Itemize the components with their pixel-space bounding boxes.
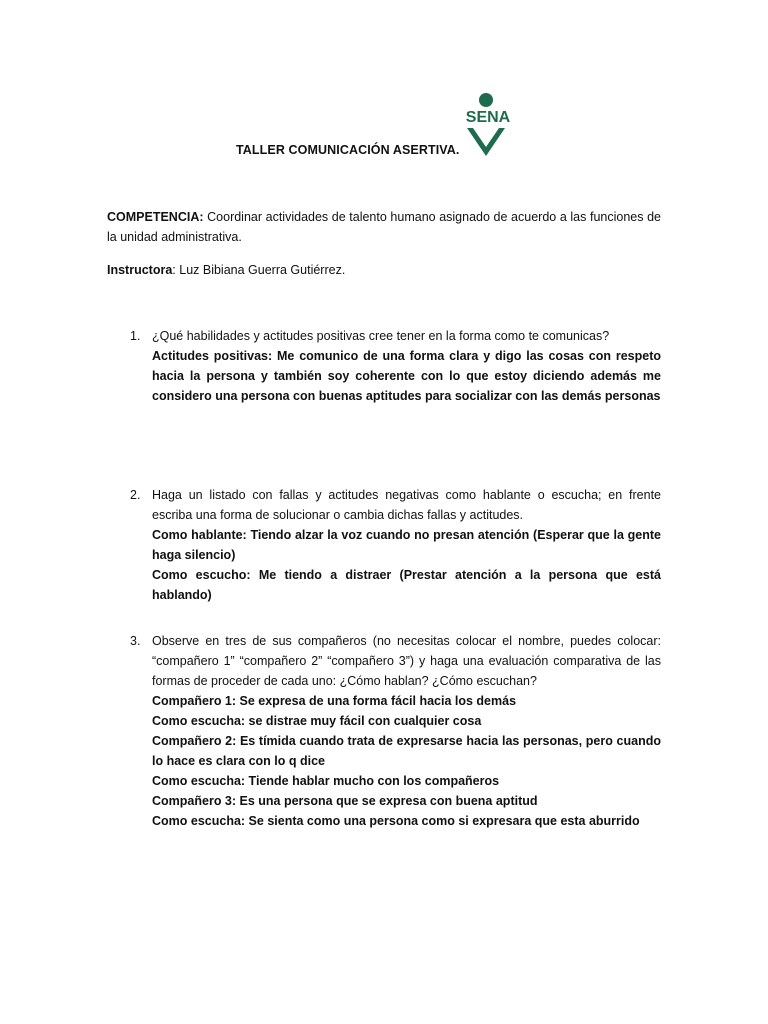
question-number: 2.	[130, 488, 141, 502]
question-number: 3.	[130, 634, 141, 648]
answer-text: Compañero 3: Es una persona que se expresa con buena aptitud	[152, 794, 538, 808]
competencia-text: Coordinar actividades de talento humano asignado de acuerdo a las funciones de la unidad administrativa.	[107, 210, 661, 244]
question-text: Observe en tres de sus compañeros (no necesitas colocar el nombre, puedes colocar: “compañero 1” “compañero 2” “compañero 3”) y haga una evaluación comparativa de las formas de proceder de cada uno: ¿Cómo hablan? ¿Cómo escuchan?	[152, 634, 661, 688]
answer-text: Como hablante: Tiendo alzar la voz cuando no presan atención (Esperar que la gente haga silencio)	[152, 528, 661, 562]
question-number: 1.	[130, 329, 141, 343]
instructora-text: : Luz Bibiana Guerra Gutiérrez.	[172, 263, 346, 277]
answer-text: Compañero 1: Se expresa de una forma fácil hacia los demás	[152, 694, 517, 708]
question-text: ¿Qué habilidades y actitudes positivas cree tener en la forma como te comunicas?	[152, 329, 610, 343]
instructora-paragraph	[107, 260, 661, 280]
question-text: Haga un listado con fallas y actitudes negativas como hablante o escucha; en frente escriba una forma de solucionar o cambia dichas fallas y actitudes.	[152, 488, 661, 522]
answer-text: Como escucho: Me tiendo a distraer (Prestar atención a la persona que está hablando)	[152, 568, 661, 602]
logo-text: SENA	[465, 109, 511, 126]
instructora-label: Instructora	[107, 263, 173, 277]
question-item	[107, 485, 661, 605]
answer-text: Como escucha: Se sienta como una persona como si expresara que esta aburrido	[152, 814, 640, 828]
question-item	[107, 631, 661, 831]
answer-text: Como escucha: se distrae muy fácil con cualquier cosa	[152, 714, 482, 728]
sena-logo-icon	[453, 92, 523, 160]
answer-text: Como escucha: Tiende hablar mucho con los compañeros	[152, 774, 500, 788]
document-title: TALLER COMUNICACIÓN ASERTIVA.	[236, 143, 460, 157]
competencia-label: COMPETENCIA:	[107, 210, 204, 224]
answer-text: Actitudes positivas: Me comunico de una forma clara y digo las cosas con respeto hacia la persona y también soy coherente con lo que estoy diciendo además me considero una persona con buenas aptitudes para socializar con las demás personas	[152, 349, 661, 403]
answer-text: Compañero 2: Es tímida cuando trata de expresarse hacia las personas, pero cuando lo hace es clara con lo q dice	[152, 734, 661, 768]
question-item	[107, 326, 661, 406]
competencia-paragraph	[107, 207, 661, 247]
